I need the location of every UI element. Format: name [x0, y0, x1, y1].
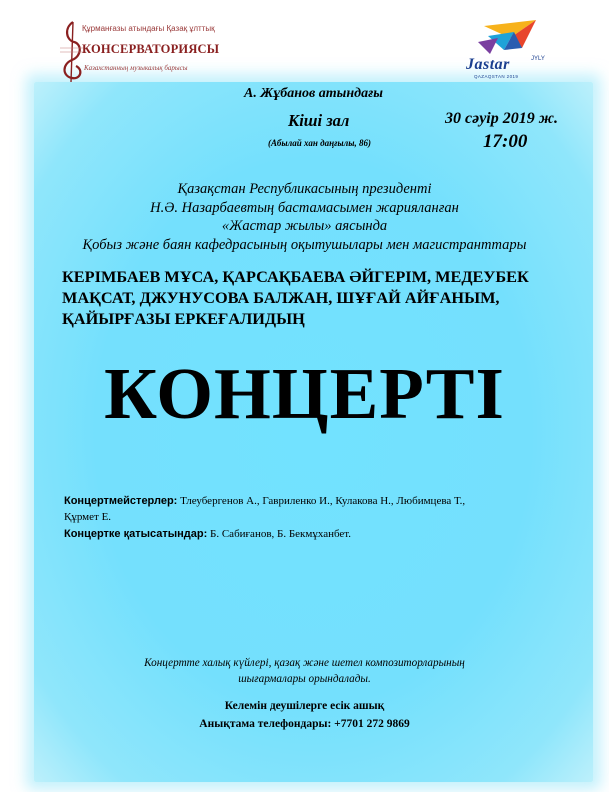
performer-names-line: МАҚСАТ, ДЖУНУСОВА БАЛЖАН, ШҰҒАЙ АЙҒАНЫМ,	[62, 288, 500, 307]
program-note-line: шығармалары орындалады.	[238, 673, 371, 685]
conservatory-logo-name: КОНСЕРВАТОРИЯСЫ	[82, 42, 220, 56]
intro-line: «Жастар жылы» аясында	[221, 218, 388, 234]
conservatory-logo	[58, 18, 218, 84]
program-note	[0, 655, 609, 687]
performer-names	[62, 266, 562, 329]
performer-names-line: ҚАЙЫРҒАЗЫ ЕРКЕҒАЛИДЫҢ	[62, 309, 305, 328]
event-time: 17:00	[483, 131, 528, 152]
performer-names-line: КЕРІМБАЕВ МҰСА, ҚАРСАҚБАЕВА ӘЙГЕРІМ, МЕДЕУБЕК	[62, 267, 529, 286]
concert-title: КОНЦЕРТІ	[104, 353, 505, 434]
participants-label: Концертке қатысатындар:	[64, 528, 208, 540]
accompanists	[64, 493, 584, 525]
venue-named-after: А. Жұбанов атындағы	[244, 86, 383, 101]
jastar-logo-sub: QAZAQSTAN 2019	[474, 74, 519, 79]
contact-phones: Анықтама телефондары: +7701 272 9869	[199, 718, 410, 730]
intro-line: Қазақстан Республикасының президенті	[177, 181, 432, 197]
intro-line: Н.Ә. Назарбаевтың бастамасымен жарияланған	[150, 199, 459, 216]
participants-names: Б. Сабиғанов, Б. Бекмұханбет.	[210, 528, 352, 540]
paper-plane-icon	[464, 16, 550, 60]
intro-line: Қобыз және баян кафедрасының оқытушылары мен магистранттары	[82, 236, 527, 253]
conservatory-logo-line3: Казахстанның музыкалық барысы	[84, 64, 188, 72]
accompanists-names: Тлеубергенов А., Гавриленко И., Кулакова Н., Любимцева Т.,	[180, 495, 466, 507]
accompanists-label: Концертмейстерлер:	[64, 495, 178, 507]
conservatory-logo-line1: Құрманғазы атындағы Қазақ ұлттық	[82, 24, 215, 33]
free-entry-text: Келемін деушілерге есік ашық	[224, 700, 385, 712]
venue-address: (Абылай хан даңғылы, 86)	[268, 138, 371, 148]
event-date: 30 сәуір 2019 ж.	[445, 110, 558, 127]
participants	[64, 528, 584, 540]
program-note-line: Концертте халық күйлері, қазақ және шетел композиторларының	[144, 657, 465, 669]
jastar-logo-word: Jastar	[466, 56, 510, 73]
jastar-logo-jyly: JYLY	[531, 56, 545, 62]
accompanists-names-cont: Құрмет Е.	[64, 511, 112, 523]
jastar-jyly-logo	[464, 16, 550, 82]
intro-text	[0, 180, 609, 254]
venue-hall: Кіші зал	[288, 111, 350, 130]
